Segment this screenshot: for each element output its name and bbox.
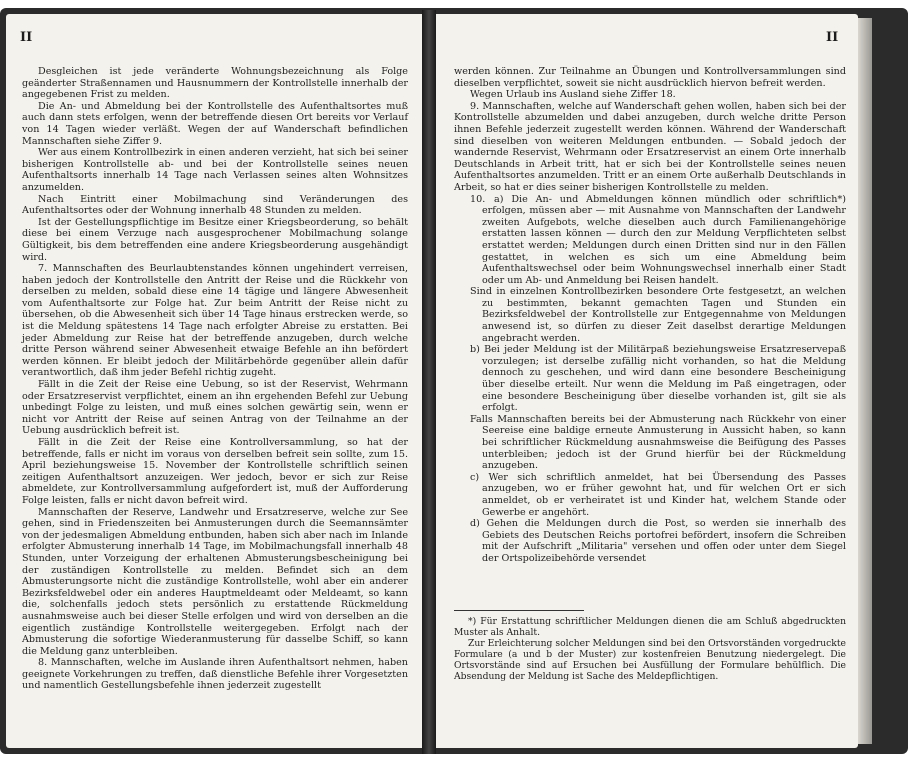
paragraph: 7. Mannschaften des Beurlaubtenstandes können ungehindert verreisen, haben jedoch der Kontrollstelle den Antritt der Reise und die Rückkehr von derselben zu melden, sobald diese eine 14 tägige und längere Abwesenheit vom Aufenthaltsorte zur Folge hat. Zur beim Antritt der Reise nicht zu übersehen, ob die Abwesenheit sich über 14 Tage hinaus erstrecken werde, so ist die Meldung spätestens 14 Tage nach erfolgter Abreise zu erstatten. Bei jeder Abmeldung zur Reise hat der betreffende anzugeben, durch welche dritte Person während seiner Abwesenheit etwaige Befehle an ihn befördert werden können. Er bleibt jedoch der Militärbehörde gegenüber allein dafür verantwortlich, daß ihm jeder Befehl richtig zugeht. (22, 263, 408, 379)
section-number: 10. (470, 193, 486, 205)
paragraph: Nach Eintritt einer Mobilmachung sind Veränderungen des Aufenthaltsortes oder der Wohnung innerhalb 48 Stunden zu melden. (22, 193, 408, 217)
subsection-b: b) Bei jeder Meldung ist der Militärpaß beziehungsweise Ersatzreservepaß vorzulegen; ist derselbe zufällig nicht vorhanden, so hat die Meldung dennoch zu geschehen, und wird dann eine besondere Bescheinigung über dieselbe erteilt. Nur wenn die Meldung im Paß eingetragen, oder eine besondere Bescheinigung über dieselbe vorhanden ist, gilt sie als erfolgt. (470, 344, 846, 414)
subsection-b-cont: Falls Mannschaften bereits bei der Abmusterung nach Rückkehr von einer Seereise eine baldige erneute Anmusterung in Aussicht haben, so kann bei schriftlicher Rückmeldung ausnahmsweise die Beifügung des Passes unterbleiben; jedoch ist der Grund hierfür bei der Rückmeldung anzugeben. (470, 413, 846, 472)
paragraph: Ist der Gestellungspflichtige im Besitze einer Kriegsbeorderung, so behält diese bei einem Verzuge nach ausgesprochener Mobilmachung solange Gültigkeit, bis dem betreffenden eine andere Kriegsbeorderung ausgehändigt wird. (22, 216, 408, 263)
book-gutter (422, 10, 436, 754)
footnote-text: Zur Erleichterung solcher Meldungen sind bei den Ortsvorständen vorgedruckte Formulare (a und b der Muster) zur kostenfreien Benutzung niedergelegt. Die Ortsvorstände sind auf Ersuchen bei Ausfüllung der Formulare behülflich. Die Absendung der Meldung ist Sache des Meldepflichtigen. (454, 638, 846, 682)
paragraph: Wer aus einem Kontrollbezirk in einen anderen verzieht, hat sich bei seiner bisherigen Kontrollstelle ab- und bei der Kontrollstelle seines neuen Aufenthaltsorts innerhalb 14 Tage nach Verlassen seines alten Wohnsitzes anzumelden. (22, 147, 408, 193)
paragraph: 8. Mannschaften, welche im Auslande ihren Aufenthaltsort nehmen, haben geeignete Vorkehrungen zu treffen, daß dienstliche Befehle ihrer Vorgesetzten und namentlich Gestellungsbefehle ihnen jederzeit zugestellt (22, 657, 408, 692)
left-page-number: II (20, 30, 33, 45)
footnote-rule (454, 610, 584, 611)
paragraph: werden können. Zur Teilnahme an Übungen und Kontrollversammlungen sind dieselben verpflichtet, soweit sie nicht ausdrücklich hiervon befreit werden. (454, 66, 846, 89)
paragraph: 9. Mannschaften, welche auf Wanderschaft gehen wollen, haben sich bei der Kontrollstelle abzumelden und dabei anzugeben, durch welche dritte Person ihnen Befehle jederzeit zugestellt werden können. Während der Wanderschaft sind dieselben von weiteren Meldungen entbunden. — Sobald jedoch der wandernde Reservist, Wehrmann oder Ersatzreservist an einem Orte innerhalb Deutschlands in Arbeit tritt, hat er sich bei der Kontrollstelle seines neuen Aufenthaltsortes anzumelden. Tritt er an einem Orte außerhalb Deutschlands in Arbeit, so hat er dies seiner bisherigen Kontrollstelle zu melden. (454, 100, 846, 193)
subsection-a: 10. a) Die An- und Abmeldungen können mündlich oder schriftlich*) erfolgen, müssen aber — mit Ausnahme von Mannschaften der Landwehr zweiten Aufgebots, welche dieselben auch durch Familienangehörige erstatten lassen können — durch den zur Meldung Verpflichteten selbst erstattet werden; Meldungen durch einen Dritten sind nur in den Fällen gestattet, in welchen es sich um eine Abmeldung beim Aufenthaltswechsel oder beim Wohnungswechsel innerhalb einer Stadt oder um Ab- und Anmeldung bei Reisen handelt. (470, 193, 846, 286)
footnote-text: *) Für Erstattung schriftlicher Meldungen dienen die am Schluß abgedruckten Muster als Anhalt. (454, 616, 846, 638)
subsection-a-cont: Sind in einzelnen Kontrollbezirken besondere Orte festgesetzt, an welchen zu bestimmten, bekannt gemachten Tagen und Stunden ein Bezirksfeldwebel der Kontrollstelle zur Entgegennahme von Meldungen anwesend ist, so dürfen zu dieser Zeit daselbst derartige Meldungen angebracht werden. (470, 286, 846, 344)
subsection-d: d) Gehen die Meldungen durch die Post, so werden sie innerhalb des Gebiets des Deutschen Reichs portofrei befördert, insofern die Schreiben mit der Aufschrift „Militaria" versehen und offen oder unter dem Siegel der Ortspolizeibehörde versendet (470, 518, 846, 564)
paragraph: Die An- und Abmeldung bei der Kontrollstelle des Aufenthaltsortes muß auch dann stets erfolgen, wenn der betreffende diesen Ort bereits vor Verlauf von 14 Tagen wieder verläßt. Wegen der auf Wanderschaft befindlichen Mannschaften siehe Ziffer 9. (22, 100, 408, 147)
page-stack-edge (858, 18, 872, 744)
paragraph: Wegen Urlaub ins Ausland siehe Ziffer 18. (470, 89, 676, 101)
paragraph: Mannschaften der Reserve, Landwehr und Ersatzreserve, welche zur See gehen, sind in Friedenszeiten bei Anmusterungen durch die Seemannsämter von der jedesmaligen Abmeldung entbunden, haben sich aber nach im Inlande erfolgter Abmusterung innerhalb 14 Tage, im Mobilmachungsfall innerhalb 48 Stunden, unter Vorzeigung der erhaltenen Abmusterungsbescheinigung bei der zuständigen Kontrollstelle zu melden. Befindet sich an dem Abmusterungsorte nicht die zuständige Kontrollstelle, wohl aber ein anderer Bezirksfeldwebel oder ein anderes Hauptmeldeamt oder Meldeamt, so kann die, solchenfalls jedoch stets persönlich zu erstattende Rückmeldung ausnahmsweise auch bei dieser Stelle erfolgen und wird von derselben an die eigentlich zuständige Kontrollstelle weitergegeben. Erfolgt nach der Abmusterung die sofortige Wiederanmusterung für dasselbe Schiff, so kann die Meldung ganz unterbleiben. (22, 506, 408, 657)
paragraph: Fällt in die Zeit der Reise eine Kontrollversammlung, so hat der betreffende, falls er nicht im voraus von derselben befreit sein sollte, zum 15. April beziehungsweise 15. November der Kontrollstelle schriftlich seinen zeitigen Aufenthaltsort anzuzeigen. Wer jedoch, bevor er sich zur Reise abmeldete, zur Kontrollversammlung aufgefordert ist, muß der Aufforderung Folge leisten, falls er nicht davon befreit wird. (22, 437, 408, 506)
subsection-c: c) Wer sich schriftlich anmeldet, hat bei Übersendung des Passes anzugeben, wo er früher gewohnt hat, und für welchen Ort er sich anmeldet, ob er verheiratet ist und Kinder hat, welchem Stande oder Gewerbe er angehört. (470, 471, 846, 518)
left-page-text (22, 66, 408, 692)
paragraph: Desgleichen ist jede veränderte Wohnungsbezeichnung als Folge geänderter Straßennamen und Hausnummern der Kontrollstelle innerhalb der angegebenen Frist zu melden. (22, 66, 408, 101)
right-page-text (454, 66, 846, 565)
footnote (454, 616, 846, 682)
right-page-number: II (826, 30, 839, 45)
paragraph: Fällt in die Zeit der Reise eine Uebung, so ist der Reservist, Wehrmann oder Ersatzreservist verpflichtet, einem an ihn ergehenden Befehl zur Uebung unbedingt Folge zu leisten, und muß eines solchen gewärtig sein, wenn er nicht vor Antritt der Reise auf seinen Antrag von der Teilnahme an der Uebung ausdrücklich befreit ist. (22, 379, 408, 437)
